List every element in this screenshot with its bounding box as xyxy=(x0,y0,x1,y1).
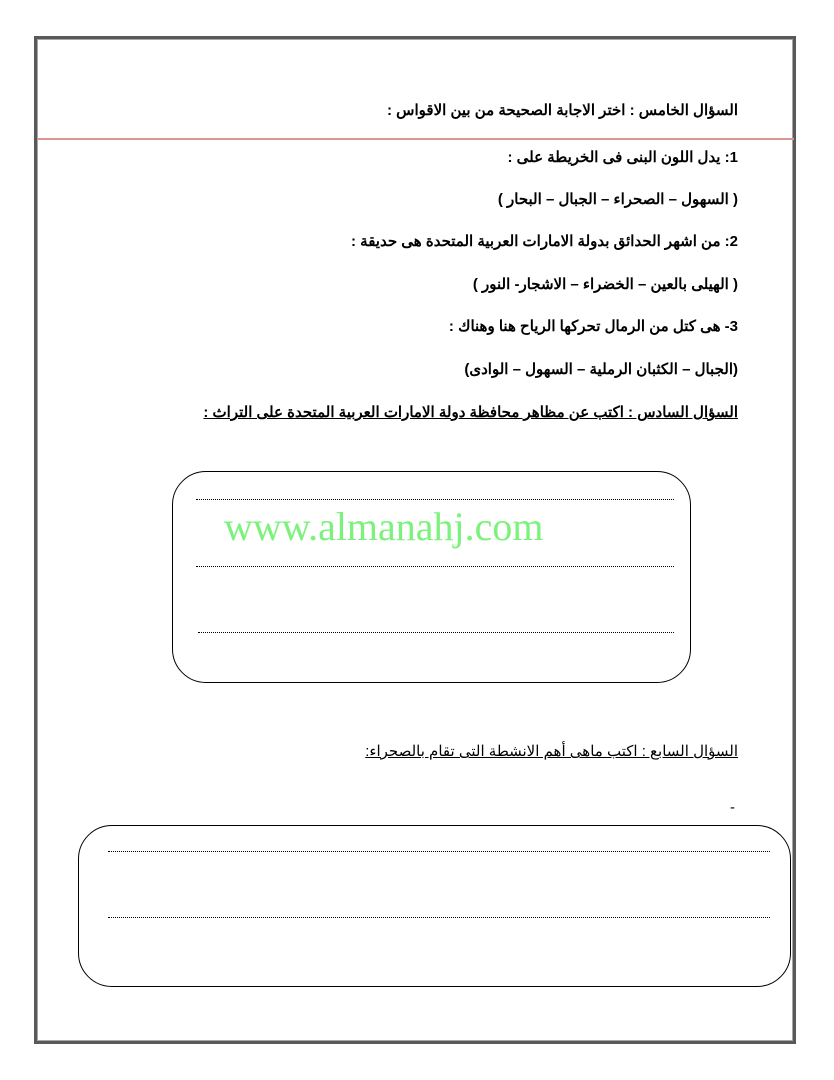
answer-line xyxy=(108,851,770,852)
question-7-title: السؤال السابع : اكتب ماهى أهم الانشطة التى تقام بالصحراء: xyxy=(365,743,738,760)
question-5-item-2: 2: من اشهر الحدائق بدولة الامارات العربية المتحدة هى حديقة : xyxy=(350,233,738,250)
answer-line xyxy=(196,566,674,567)
answer-line xyxy=(196,499,674,500)
answer-line xyxy=(198,632,674,633)
dash-marker: - xyxy=(730,799,735,816)
header-divider xyxy=(37,138,794,140)
answer-line xyxy=(108,917,770,918)
question-6-title: السؤال السادس : اكتب عن مظاهر محافظة دولة الامارات العربية المتحدة على التراث : xyxy=(203,404,738,421)
answer-box-q7[interactable] xyxy=(78,825,791,987)
question-5-title: السؤال الخامس : اختر الاجابة الصحيحة من بين الاقواس : xyxy=(387,102,738,119)
question-5-item-3: 3- هى كتل من الرمال تحركها الرياح هنا وهناك : xyxy=(448,318,738,335)
question-5-item-1: 1: يدل اللون البنى فى الخريطة على : xyxy=(507,149,738,166)
watermark: www.almanahj.com xyxy=(224,504,544,549)
question-5-item-2-options: ( الهيلى بالعين – الخضراء – الاشجار- النور ) xyxy=(472,276,738,293)
question-5-item-3-options: (الجبال – الكثبان الرملية – السهول – الوادى) xyxy=(464,361,738,378)
question-5-item-1-options: ( السهول – الصحراء – الجبال – البحار ) xyxy=(497,191,738,208)
answer-box-q6[interactable] xyxy=(172,471,691,683)
